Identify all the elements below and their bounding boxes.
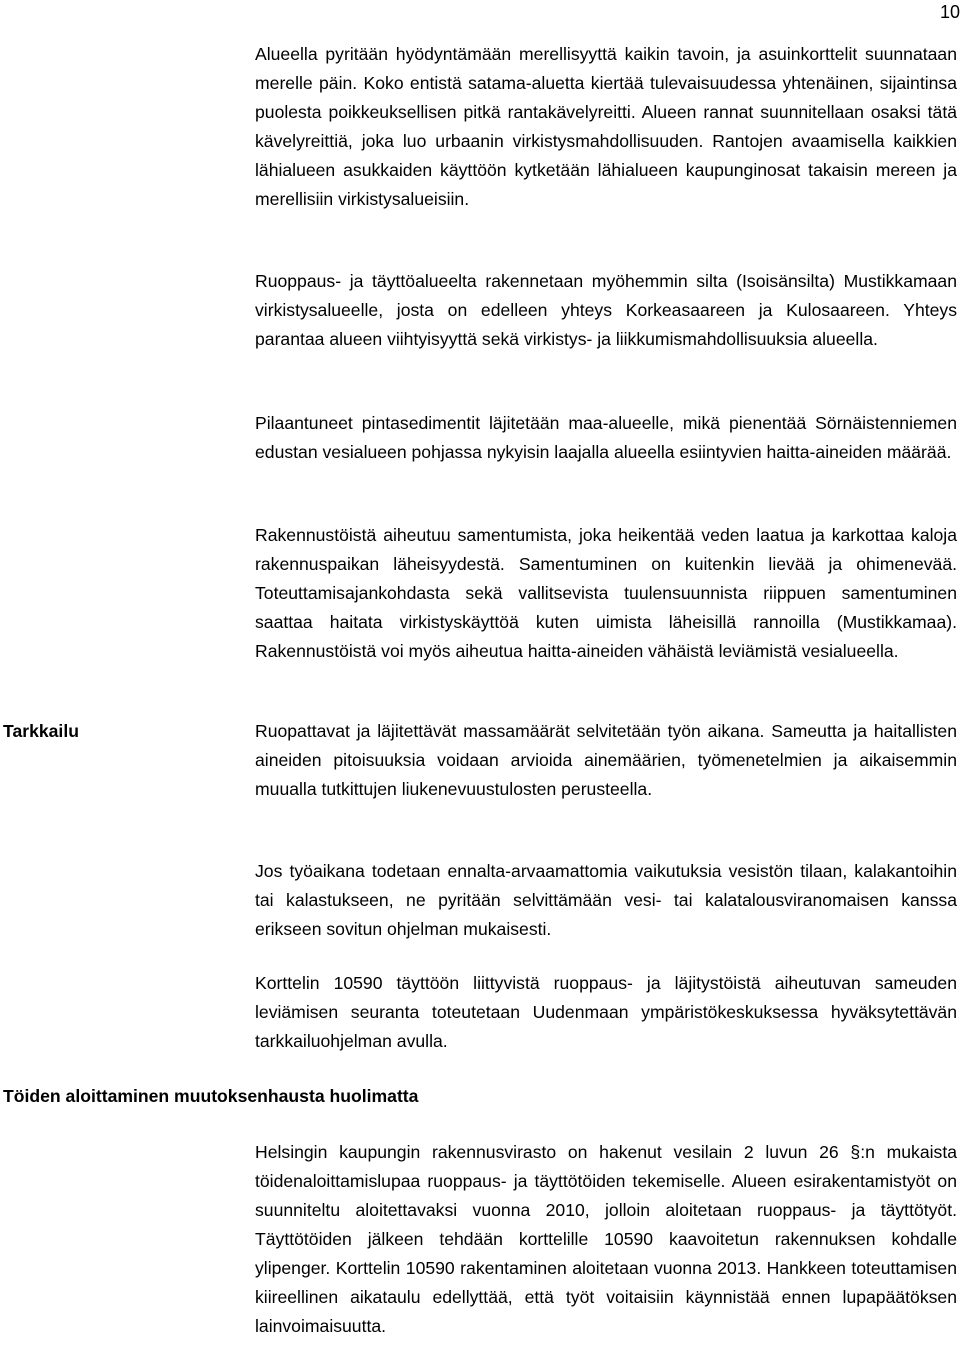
toiden-aloittaminen-paragraph-1: Helsingin kaupungin rakennusvirasto on hakenut vesilain 2 luvun 26 §:n mukaista töidenaloittamislupaa ruoppaus- ja täyttötöiden tekemiselle. Alueen esirakentamistyöt on suunniteltu aloitettavaksi vuonna 2010, jolloin aloitetaan ruoppaus- ja täyttötyöt. Täyttötöiden jälkeen tehdään korttelille 10590 kaavoitetun rakennuksen kohdalle ylipenger. Korttelin 10590 rakentaminen aloitetaan vuonna 2013. Hankkeen toteuttamisen kiireellinen aikataulu edellyttää, että työt voitaisiin käynnistää ennen lupapäätöksen lainvoimaisuutta. [255, 1142, 957, 1336]
tarkkailu-paragraph-3: Korttelin 10590 täyttöön liittyvistä ruoppaus- ja läjitystöistä aiheutuvan sameuden leviämisen seuranta toteutetaan Uudenmaan ympäristökeskuksessa hyväksytettävän tarkkailuohjelman avulla. [255, 973, 957, 1051]
tarkkailu-paragraph-2: Jos työaikana todetaan ennalta-arvaamattomia vaikutuksia vesistön tilaan, kalakantoihin tai kalastukseen, ne pyritään selvittämään vesi- tai kalatalousviranomaisen kanssa erikseen sovitun ohjelman mukaisesti. [255, 861, 957, 939]
intro-paragraph-4: Rakennustöistä aiheutuu samentumista, joka heikentää veden laatua ja karkottaa kaloja rakennuspaikan läheisyydestä. Samentuminen on kuitenkin lievää ja ohimenevää. Toteuttamisajankohdasta sekä vallitsevista tuulensuunnista riippuen samentuminen saattaa haitata virkistyskäyttöä kuten uimista läheisillä rannoilla (Mustikkamaa). Rakennustöistä voi myös aiheutua haitta-aineiden vähäistä leviämistä vesialueella. [255, 525, 957, 661]
page-number: 10 [939, 2, 960, 22]
intro-paragraph-3: Pilaantuneet pintasedimentit läjitetään maa-alueelle, mikä pienentää Sörnäistenniemen edustan vesialueen pohjassa nykyisin laajalla alueella esiintyvien haitta-aineiden määrää. [255, 413, 957, 462]
intro-paragraph-2: Ruoppaus- ja täyttöalueelta rakennetaan myöhemmin silta (Isoisänsilta) Mustikkamaan virkistysalueelle, josta on edelleen yhteys Korkeasaareen ja Kulosaareen. Yhteys parantaa alueen viihtyisyyttä sekä virkistys- ja liikkumismahdollisuuksia alueella. [255, 271, 957, 349]
section-heading-toiden-aloittaminen: Töiden aloittaminen muutoksenhausta huolimatta [3, 1086, 419, 1106]
tarkkailu-paragraph-1: Ruopattavat ja läjitettävät massamäärät selvitetään työn aikana. Sameutta ja haitallisten aineiden pitoisuuksia voidaan arvioida ainemäärien, työmenetelmien ja aikaisemmin muualla tutkittujen liukenevuustulosten perusteella. [255, 721, 957, 799]
intro-paragraph-1: Alueella pyritään hyödyntämään merellisyyttä kaikin tavoin, ja asuinkorttelit suunnataan merelle päin. Koko entistä satama-aluetta kiertää tulevaisuudessa yhtenäinen, sijaintinsa puolesta poikkeuksellisen pitkä rantakävelyreitti. Alueen rannat suunnitellaan osaksi tätä kävelyreittiä, joka luo urbaanin virkistysmahdollisuuden. Rantojen avaamisella kaikkien lähialueen asukkaiden käyttöön kytketään lähialueen kaupunginosat takaisin mereen ja merellisiin virkistysalueisiin. [255, 44, 957, 209]
section-heading-tarkkailu: Tarkkailu [3, 721, 79, 741]
